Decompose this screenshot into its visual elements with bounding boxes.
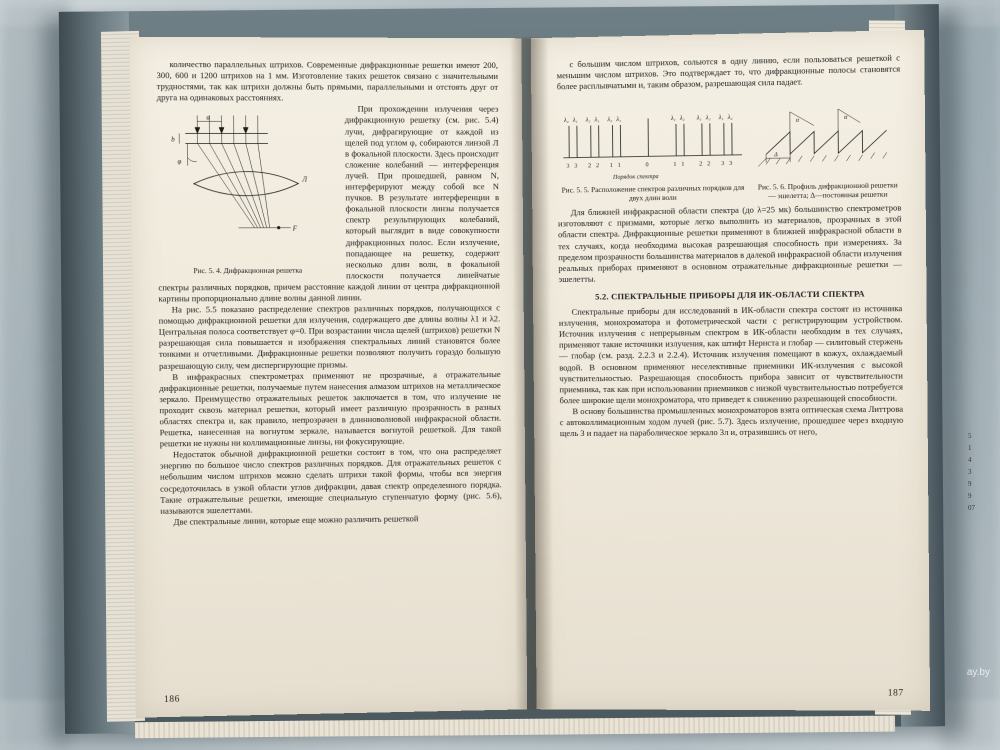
svg-text:b: b <box>171 135 175 144</box>
figure-5-5 <box>557 97 749 204</box>
figure-5-6-drawing <box>756 94 900 183</box>
svg-text:λ₂: λ₂ <box>563 118 569 125</box>
svg-text:λ₁: λ₁ <box>670 116 676 123</box>
svg-text:3: 3 <box>729 161 733 168</box>
right-page-text-column <box>557 52 906 676</box>
figure-5-5-drawing <box>557 97 748 186</box>
svg-text:2: 2 <box>707 161 711 168</box>
paragraph: На рис. 5.5 показано распределение спектров различных порядков, получающихся с помощью дифракционной решетки для излучения, содержащего две длины волны λ1 и λ2. Центральная полоса соответствует φ=0. При возрастании числа щелей (штрихов) решетки N разрешающая сила повышается и изображения спектральных линий становятся более тонкими и отчетливыми. Дифракционные решетки позволяют получить гораздо большую разрешающую силу, чем диспергирующие призмы. <box>158 302 501 371</box>
svg-text:3: 3 <box>721 161 725 168</box>
figure-5-4-caption: Рис. 5. 4. Дифракционная решетка <box>193 266 303 276</box>
svg-text:2: 2 <box>588 163 592 170</box>
svg-text:Л: Л <box>302 175 308 184</box>
right-page <box>531 30 930 711</box>
svg-text:α: α <box>844 115 848 122</box>
edge-note: 1 <box>968 444 972 452</box>
watermark: ay.by <box>966 667 990 678</box>
svg-text:1: 1 <box>673 162 677 169</box>
paragraph: количество параллельных штрихов. Современные дифракционные решетки имеют 200, 300, 600 и 1200 штрихов на 1 мм. Изготовление таких решеток связано с значительными трудностями, так как штрихи должны быть прямыми, параллельными и отстоять друг от друга на одинаковых расстояниях. <box>156 59 499 103</box>
paragraph: с большим числом штрихов, сольются в одну линию, если пользоваться решеткой с меньшим числом штрихов. Это подтверждает то, что дифракционные полосы становятся более расплывчатыми и, таким образом, разрешающая сила падает. <box>556 52 901 92</box>
svg-text:0: 0 <box>645 162 649 169</box>
paragraph: Недостаток обычной дифракционной решетки состоит в том, что она распределяет энергию по большое число спектров различных порядков. Для отражательных решеток с небольшим числом штрихов можно сделать штрихи такой формы, чтобы вся энергия сосредоточилась в узкой области углов дифракции, давая спектр определенного порядка. Такие отражательные решетки, имеющие специальную ступенчатую форму (рис. 5.6), называются эшелеттами. <box>159 445 502 516</box>
paragraph: Для ближней инфракрасной области спектра (до λ=25 мк) большинство спектрометров изготовляют с призмами, которые легко выполнить из материалов, прозрачных в этой области спектра. Дифракционные решетки применяют в ближней инфракрасной области в тех случаях, когда необходима высокая разрешающая способность при измерениях. За пределом прозрачности большинства материалов в далекой инфракрасной области излучения реальных приборах применяют в основном отражательные дифракционные решетки — эшелетты. <box>557 202 902 284</box>
left-page-folio: 186 <box>163 694 180 706</box>
edge-note: 4 <box>968 456 972 464</box>
svg-text:λ₁: λ₁ <box>696 115 702 122</box>
paragraph: При прохождении излучения через дифракционную решетку (см. рис. 5.4) лучи, дифрагирующие от каждой из щелей под углом φ, собираются линзой Л в фокальной плоскости. Здесь происходит сложение колебаний — интерференция лучей. При прошедшей, равном N, интерферируют между собой все N пучков. В результате интерференции в фокальной плоскости линзы получается спектр результирующих колебаний, который выглядит в виде совокупности дифракционных полос. Если излучение, попадающее на решетку, содержит несколько длин волн, в фокальной плоскости получается линейчатые спектры различных порядков, причем расстояние каждой линии от центра дифракционной картины пропорционально длине волны данной линии. <box>158 103 500 304</box>
figure-5-4-drawing <box>157 106 337 267</box>
figure-5-5-caption: Рис. 5. 5. Расположение спектров различных порядков для двух длин волн <box>561 183 745 203</box>
svg-text:λ₁: λ₁ <box>594 117 600 124</box>
right-page-folio: 187 <box>887 688 904 699</box>
figure-5-4 <box>157 106 337 276</box>
book <box>59 4 945 747</box>
svg-text:1: 1 <box>617 163 621 170</box>
fore-edge-page-numbers <box>968 430 994 514</box>
edge-note: 3 <box>968 468 972 476</box>
figure-5-6-caption: Рис. 5. 6. Профиль дифракционной решетки — эшелетта; Δ—постоянная решетки <box>757 180 898 201</box>
edge-note: 5 <box>968 432 972 440</box>
svg-text:α: α <box>795 117 800 125</box>
svg-text:F: F <box>292 224 298 233</box>
svg-text:λ₂: λ₂ <box>679 116 685 123</box>
book-gutter <box>511 38 553 710</box>
svg-text:φ: φ <box>177 157 182 167</box>
edge-note: 07 <box>968 504 975 512</box>
svg-text:λ₂: λ₂ <box>585 117 591 124</box>
paragraph: Две спектральные линии, которые еще можно различить решеткой <box>173 513 419 527</box>
paragraph: В основу большинства промышленных монохроматоров взята оптическая схема Литтрова с автоколлимационным ходом лучей (рис. 5.7). Здесь излучение, прошедшее через входную щель 3 и падает на параболическое зеркало 3л и, отразившись от него, <box>559 403 904 439</box>
svg-text:Порядок спектра: Порядок спектра <box>612 174 659 182</box>
svg-text:3: 3 <box>566 163 570 170</box>
svg-text:λ₂: λ₂ <box>727 115 733 122</box>
figure-5-6 <box>756 94 900 201</box>
paragraph: Спектральные приборы для исследований в ИК-области спектра состоят из источника излучения, монохроматора и фотометрической части с регистрирующим устройством. Источник излучения с непрерывным спектром в ИК-области необходим в тех случаях, применяют такие источники излучения, как штифт Нернста и глобар — силитовый стержень — глобар (см. разд. 2.2.3 и 2.2.4). Источник излучения помещают в кожух, охлаждаемый водой. В основном применяют неселективные приемники ИК-излучения с высокой чувствительностью. Разрешающая способность прибора зависит от чувствительности приемника, так как при использовании приемников с низкой чувствительностью потребуется более широкие щели монохроматора, что приведет к снижению разрешающей способности. <box>558 303 904 406</box>
svg-text:a: a <box>206 113 210 122</box>
edge-note: 9 <box>968 480 972 488</box>
paragraph: В инфракрасных спектрометрах применяют не прозрачные, а отражательные дифракционные решетки, получаемые путем нанесения алмазом штрихов на металлическое зеркало. Преимущество отражательных решеток заключается в том, что излучение не проходит сквозь материал решетки, который имеет различную прозрачность в разных областях спектра и, как правило, непрозрачен в длинноволновой инфракрасной области. Решетка, нанесенная на вогнутом зеркале, называется вогнутой решеткой. Для такой решетки не нужны ни коллимационные линзы, ни фокусирующие. <box>159 368 502 449</box>
section-heading: 5.2. СПЕКТРАЛЬНЫЕ ПРИБОРЫ ДЛЯ ИК-ОБЛАСТИ СПЕКТРА <box>595 288 865 302</box>
edge-note: 9 <box>968 492 972 500</box>
left-page-text-column <box>156 59 503 683</box>
svg-text:λ₁: λ₁ <box>616 117 622 124</box>
svg-text:2: 2 <box>595 163 600 170</box>
left-page <box>130 37 527 718</box>
svg-text:λ₂: λ₂ <box>705 115 711 122</box>
figures-row <box>557 94 901 204</box>
svg-text:1: 1 <box>609 163 613 170</box>
svg-text:λ₂: λ₂ <box>607 117 613 124</box>
svg-text:λ₁: λ₁ <box>718 115 724 122</box>
svg-text:1: 1 <box>681 162 685 169</box>
svg-text:2: 2 <box>699 161 703 168</box>
svg-text:3: 3 <box>574 163 578 170</box>
svg-text:λ₁: λ₁ <box>572 118 578 125</box>
svg-text:Δ: Δ <box>774 152 778 159</box>
